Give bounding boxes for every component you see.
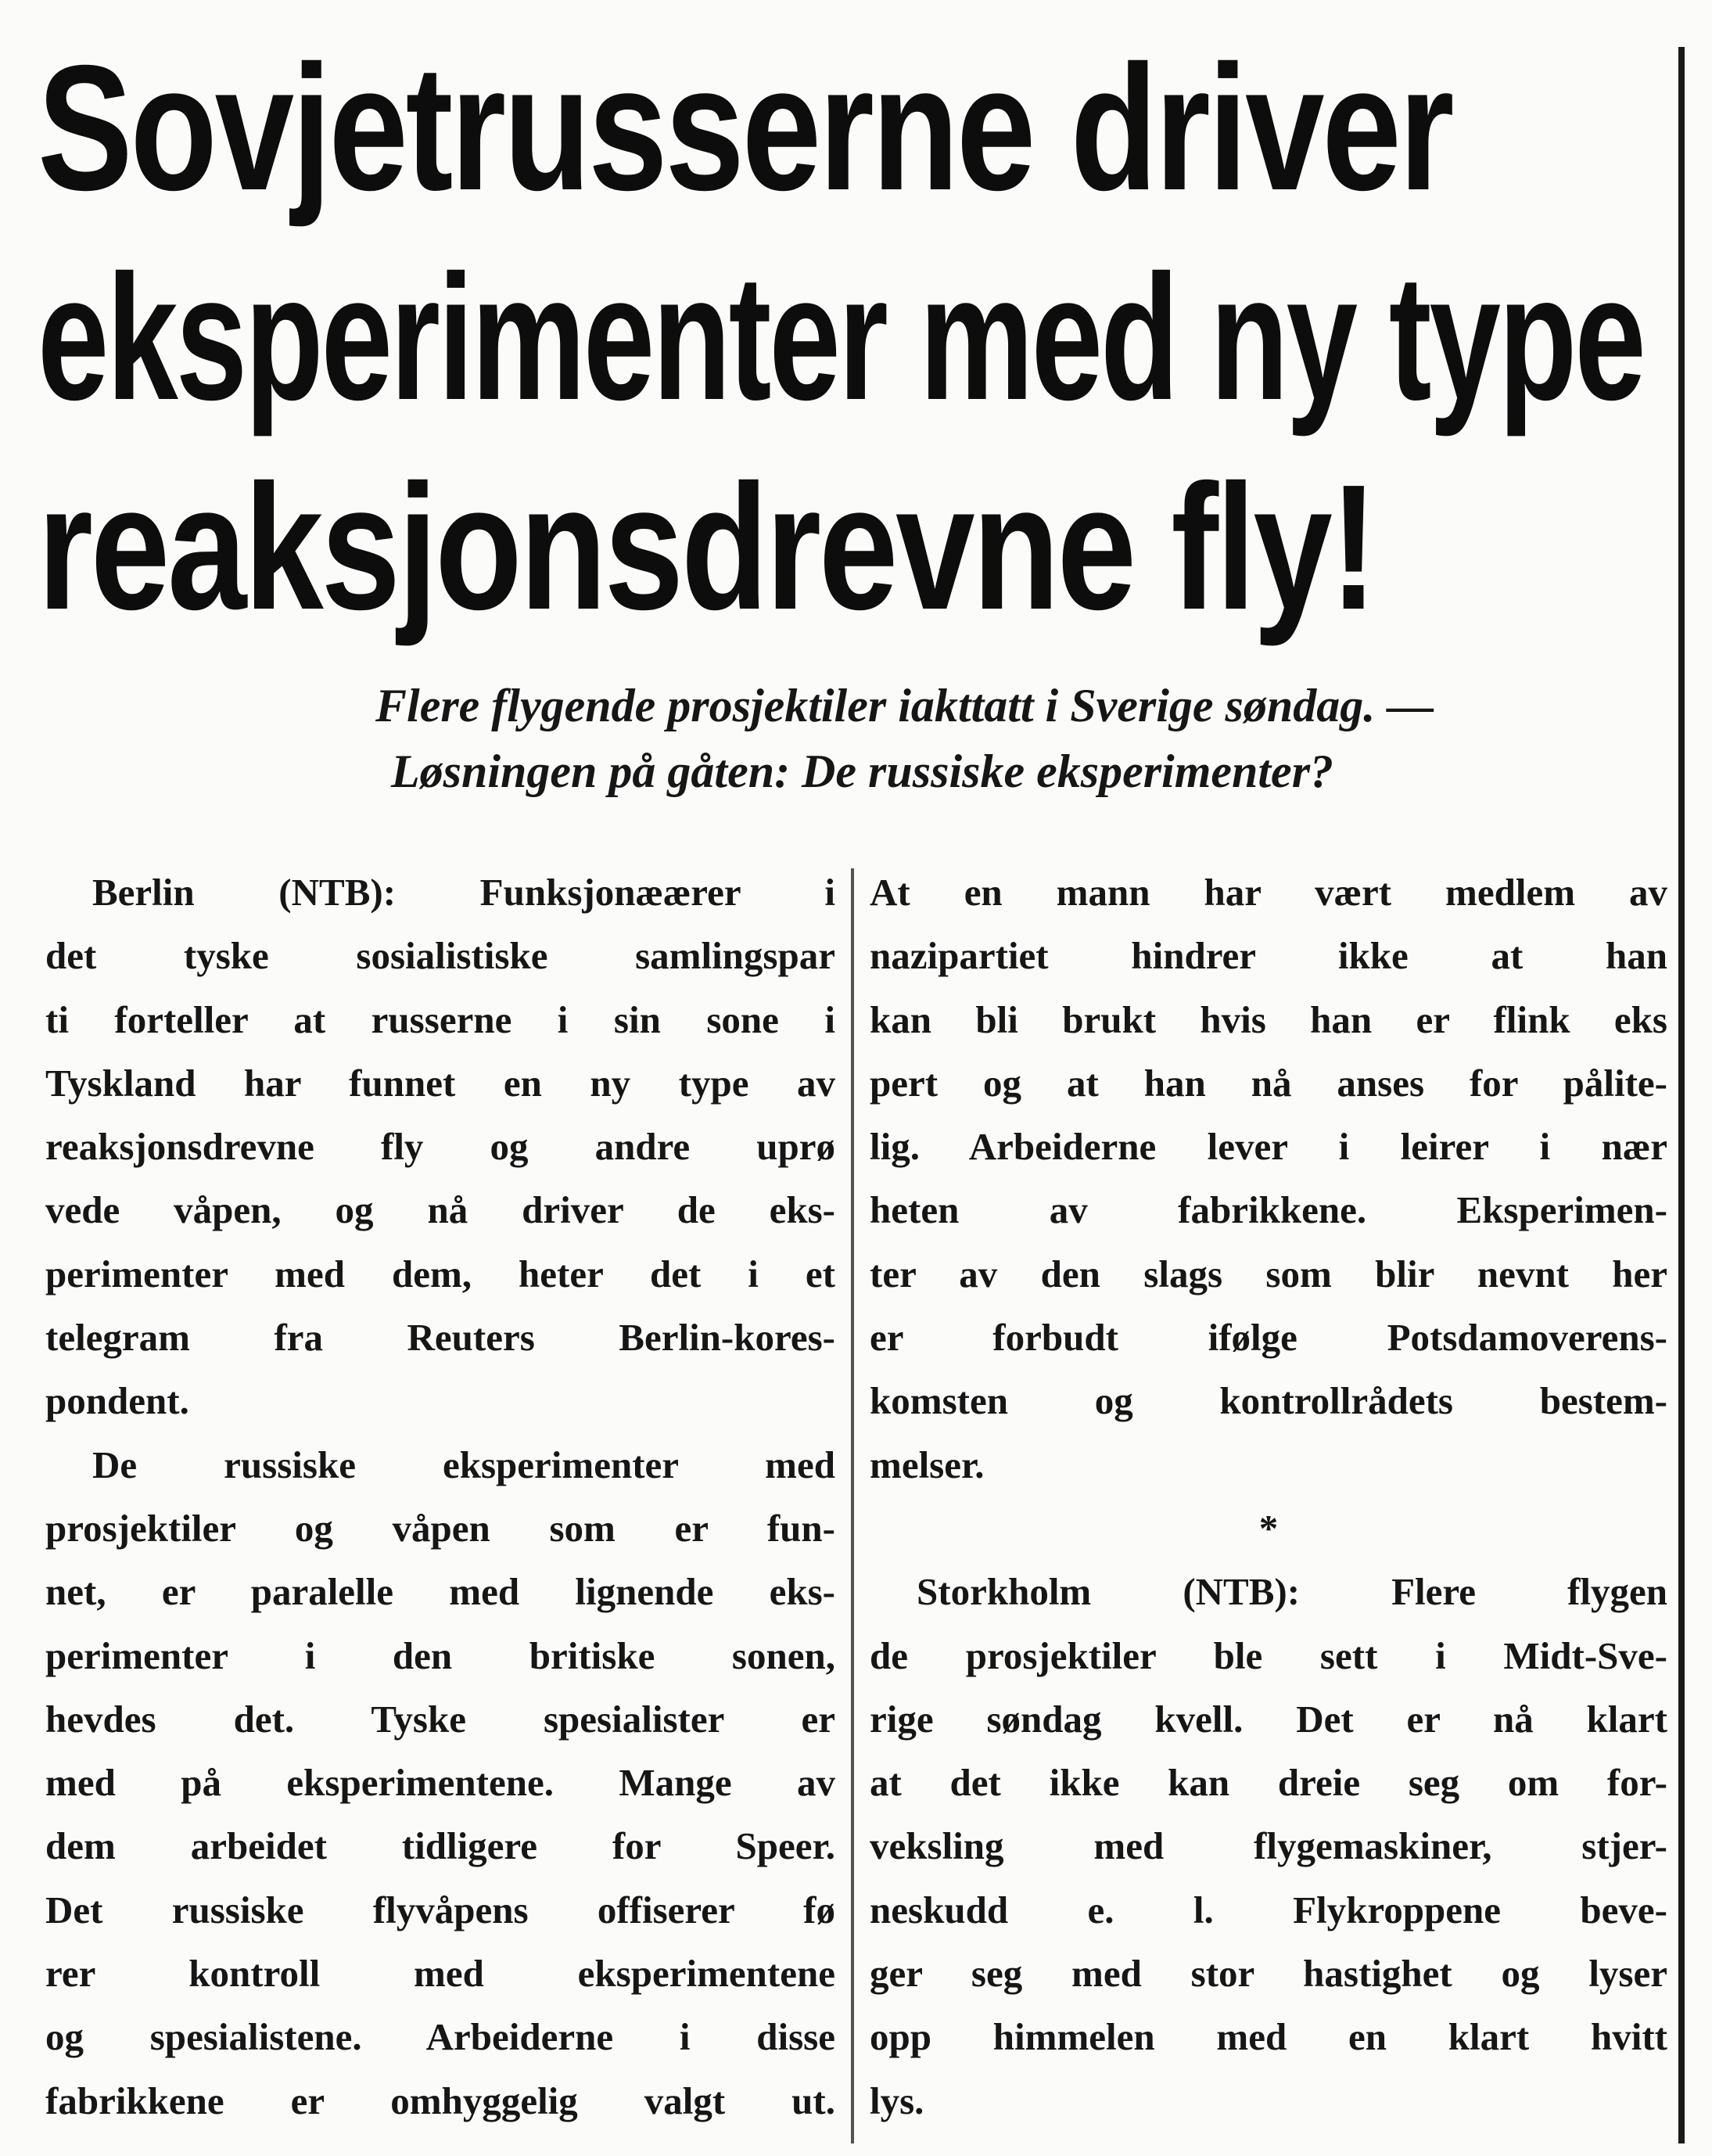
left-line: net, er paralelle med lignende eks-	[45, 1570, 835, 1614]
headline	[38, 23, 1664, 652]
headline-line-1: Sovjetrusserne driver	[38, 29, 1452, 228]
left-line: rer kontroll med eksperimentene	[45, 1952, 835, 1996]
left-line: perimenter i den britiske sonen,	[45, 1633, 835, 1677]
left-line: det tyske sosialistiske samlingspar	[45, 934, 835, 978]
left-line: dem arbeidet tidligere for Speer.	[45, 1824, 835, 1868]
right-line: lys.	[870, 2079, 924, 2122]
left-line: reaksjonsdrevne fly og andre uprø	[45, 1125, 835, 1169]
right-line: at det ikke kan dreie seg om for-	[870, 1761, 1667, 1805]
left-line: Tyskland har funnet en ny type av	[45, 1061, 835, 1105]
right-column	[870, 861, 1667, 2133]
right-line: At en mann har vært medlem av	[870, 871, 1667, 914]
left-line: Berlin (NTB): Funksjonæærer i	[92, 871, 835, 914]
page-edge-rule	[1678, 47, 1685, 2143]
left-line: perimenter med dem, heter det i et	[45, 1252, 835, 1295]
left-line: prosjektiler og våpen som er fun-	[45, 1506, 835, 1550]
right-line: ter av den slags som blir nevnt her	[870, 1252, 1667, 1295]
right-line: heten av fabrikkene. Eksperimen-	[870, 1188, 1667, 1232]
right-line: neskudd e. l. Flykroppene beve-	[870, 1888, 1667, 1931]
right-line: pert og at han nå anses for pålite-	[870, 1061, 1667, 1105]
left-line: og spesialistene. Arbeiderne i disse	[45, 2015, 835, 2059]
left-line: De russiske eksperimenter med	[92, 1443, 835, 1486]
left-line: Det russiske flyvåpens offiserer fø	[45, 1888, 835, 1931]
right-line: veksling med flygemaskiner, stjer-	[870, 1824, 1667, 1868]
left-line: hevdes det. Tyske spesialister er	[45, 1697, 835, 1741]
left-line: vede våpen, og nå driver de eks-	[45, 1188, 835, 1232]
left-line: pondent.	[45, 1379, 189, 1423]
headline-line-3: reaksjonsdrevne fly!	[38, 448, 1376, 647]
right-line: lig. Arbeiderne lever i leirer i nær	[870, 1125, 1667, 1169]
right-line: er forbudt ifølge Potsdamoverens-	[870, 1316, 1667, 1360]
left-line: ti forteller at russerne i sin sone i	[45, 997, 835, 1041]
subheadline-line-2: Løsningen på gåten: De russiske eksperimenter?	[391, 746, 1334, 797]
left-line: fabrikkene er omhyggelig valgt ut.	[45, 2079, 835, 2122]
right-line: komsten og kontrollrådets bestem-	[870, 1379, 1667, 1423]
right-line: opp himmelen med en klart hvitt	[870, 2015, 1667, 2059]
right-line: rige søndag kvell. Det er nå klart	[870, 1697, 1667, 1741]
section-separator-asterisk: *	[1258, 1506, 1279, 1550]
right-line: de prosjektiler ble sett i Midt-Sve-	[870, 1633, 1667, 1677]
left-column	[45, 861, 835, 2133]
right-line: melser.	[870, 1443, 985, 1486]
column-divider	[851, 868, 854, 2143]
subheadline	[375, 673, 1666, 804]
left-line: telegram fra Reuters Berlin-kores-	[45, 1316, 835, 1360]
subheadline-line-1: Flere flygende prosjektiler iakttatt i Sverige søndag. —	[375, 680, 1434, 731]
right-line: ger seg med stor hastighet og lyser	[870, 1952, 1667, 1996]
right-line: nazipartiet hindrer ikke at han	[870, 934, 1667, 978]
right-line: kan bli brukt hvis han er flink eks	[870, 997, 1667, 1041]
right-line: Storkholm (NTB): Flere flygen	[917, 1570, 1667, 1614]
headline-line-2: eksperimenter med ny type	[38, 239, 1644, 437]
left-line: med på eksperimentene. Mange av	[45, 1761, 835, 1805]
